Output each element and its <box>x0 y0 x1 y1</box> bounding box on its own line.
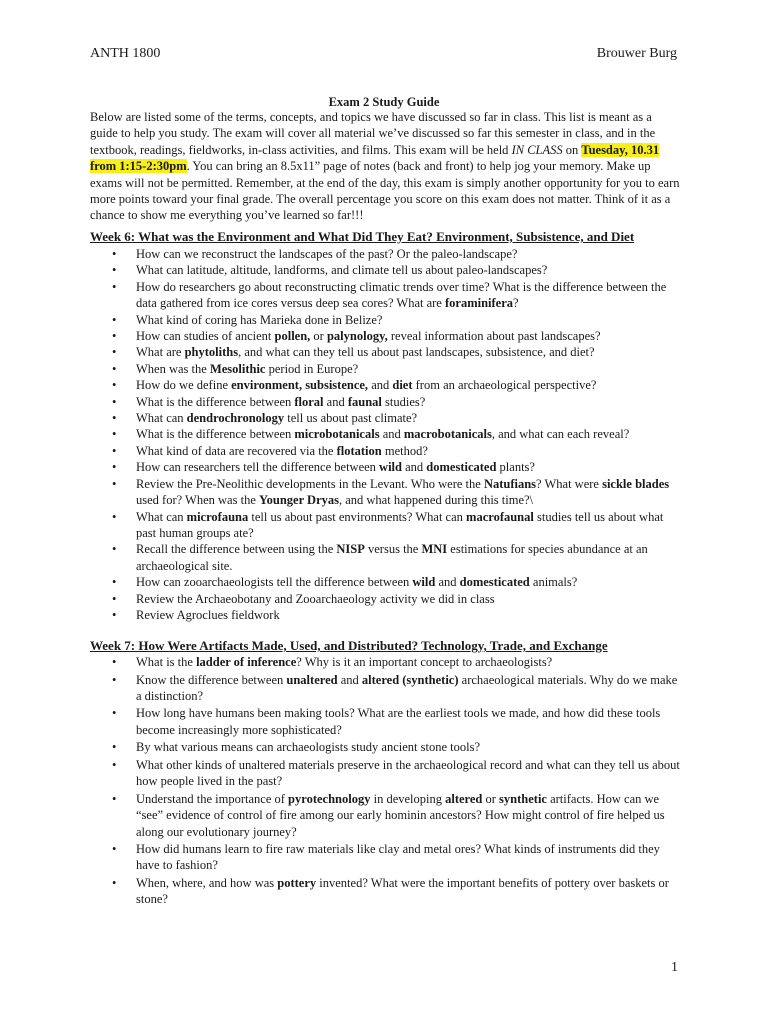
bullet-icon: • <box>112 443 117 458</box>
question-text: Know the difference between <box>136 672 287 687</box>
key-term: diet <box>392 378 413 393</box>
bullet-icon: • <box>112 361 117 376</box>
question-text: By what various means can archaeologists study ancient stone tools? <box>136 740 481 755</box>
question-text: in developing <box>370 791 446 806</box>
question-text: What is the difference between <box>136 427 295 442</box>
list-item <box>90 443 682 459</box>
bullet-icon: • <box>112 575 117 590</box>
question-text: Review the Pre-Neolithic developments in the Levant. Who were the <box>136 476 484 491</box>
key-term: microbotanicals <box>294 427 380 442</box>
bullet-icon: • <box>112 247 117 261</box>
question-text: Review Agroclues fieldwork <box>136 607 280 622</box>
key-term: macrofaunal <box>466 509 534 524</box>
intro-paragraph <box>90 109 682 224</box>
key-term: Younger Dryas <box>259 493 339 508</box>
week6-question-list <box>90 246 682 623</box>
key-term: altered (synthetic) <box>361 672 459 687</box>
bullet-icon: • <box>112 509 117 524</box>
list-item <box>90 705 682 738</box>
list-item <box>90 739 682 755</box>
key-term: dendrochronology <box>186 411 285 426</box>
bullet-icon: • <box>112 427 117 442</box>
question-text: How can zooarchaeologists tell the difference between <box>136 575 413 590</box>
bullet-icon: • <box>112 394 117 409</box>
question-text: What kind of data are recovered via the <box>136 443 337 458</box>
list-item <box>90 672 682 705</box>
question-text: How long have humans been making tools? What are the earliest tools we made, and how did these tools become increasingly more sophisticated? <box>136 706 661 737</box>
key-term: pottery <box>277 875 317 890</box>
list-item <box>90 791 682 840</box>
exam-date-highlight: Tuesday, 10.31 from 1:15-2:30pm <box>90 142 660 174</box>
intro-text: on <box>562 142 582 157</box>
list-item <box>90 410 682 426</box>
list-item <box>90 262 682 278</box>
question-text: archaeological materials. Why do we make a distinction? <box>136 672 678 703</box>
question-text: reveal information about past landscapes? <box>387 329 601 344</box>
bullet-icon: • <box>112 345 117 360</box>
list-item <box>90 476 682 509</box>
question-text: How do researchers go about reconstructing climatic trends over time? What is the difference between the data gathered from ice cores versus deep sea cores? What are <box>136 279 667 311</box>
question-text: period in Europe? <box>265 361 359 376</box>
question-text: What kind of coring has Marieka done in Belize? <box>136 312 383 327</box>
key-term: NISP <box>336 542 365 557</box>
list-item <box>90 394 682 410</box>
intro-text: Below are listed some of the terms, concepts, and topics we have discussed so far in class. This list is meant as a guide to help you study. The exam will cover all material we’ve discussed so far this semester in class, and in the textbook, readings, fieldworks, in-class activities, and films. This exam will be held <box>90 110 656 157</box>
list-item <box>90 426 682 442</box>
question-text: tell us about past climate? <box>284 411 418 426</box>
key-term: altered <box>445 791 483 806</box>
key-term: sickle blades <box>602 476 670 491</box>
list-item <box>90 509 682 542</box>
bullet-icon: • <box>112 542 117 557</box>
bullet-icon: • <box>112 842 117 857</box>
bullet-icon: • <box>112 791 117 806</box>
question-text: studies? <box>381 394 426 409</box>
key-term: palynology, <box>326 329 388 344</box>
question-text: What is the difference between <box>136 394 295 409</box>
question-text: and <box>323 394 348 409</box>
question-text: used for? When was the <box>136 493 259 508</box>
question-text: Recall the difference between using the <box>136 542 337 557</box>
bullet-icon: • <box>112 476 117 491</box>
key-term: microfauna <box>186 509 249 524</box>
list-item <box>90 574 682 590</box>
question-text: What is the <box>136 655 197 669</box>
question-text: tell us about past environments? What can <box>248 509 467 524</box>
question-text: How can researchers tell the difference between <box>136 460 380 475</box>
week7-question-list <box>90 654 682 909</box>
list-item <box>90 246 682 262</box>
question-text: What can <box>136 509 187 524</box>
question-text: and <box>368 378 393 393</box>
question-text: Understand the importance of <box>136 791 289 806</box>
question-text: , and what can they tell us about past landscapes, subsistence, and diet? <box>238 345 595 360</box>
question-text: What are <box>136 345 185 360</box>
bullet-icon: • <box>112 591 117 606</box>
key-term: pyrotechnology <box>288 791 371 806</box>
key-term: flotation <box>336 443 382 458</box>
bullet-icon: • <box>112 757 117 772</box>
bullet-icon: • <box>112 460 117 475</box>
list-item <box>90 328 682 344</box>
bullet-icon: • <box>112 263 117 278</box>
question-text: , and what happened during this time?\ <box>338 493 534 508</box>
course-code: ANTH 1800 <box>90 46 161 61</box>
question-text: artifacts. How can we “see” evidence of control of fire among our early hominin ancestors? How might control of fire helped us along our evolutionary journey? <box>136 791 665 839</box>
key-term: faunal <box>347 394 382 409</box>
question-text: How can we reconstruct the landscapes of the past? Or the paleo-landscape? <box>136 247 518 261</box>
bullet-icon: • <box>112 740 117 755</box>
bullet-icon: • <box>112 312 117 327</box>
bullet-icon: • <box>112 411 117 426</box>
question-text: What can latitude, altitude, landforms, and climate tell us about paleo-landscapes? <box>136 263 548 278</box>
bullet-icon: • <box>112 329 117 344</box>
key-term: phytoliths <box>184 345 239 360</box>
intro-text: . You can bring an 8.5x11” page of notes (back and front) to help jog your memory. Make up exams will not be permitted. Remember, at the end of the day, this exam is simply another opportunity for you to earn more points toward your final grade. The overall percentage you score on this exam does not matter. Think of it as a chance to show me everything you’ve learned so far!!! <box>90 159 680 223</box>
question-text: How did humans learn to fire raw materials like clay and metal ores? What kinds of instruments did they have to fashion? <box>136 842 660 873</box>
key-term: foraminifera <box>444 296 514 311</box>
question-text: and <box>337 672 362 687</box>
question-text: studies tell us about what past human groups ate? <box>136 509 664 540</box>
question-text: What can <box>136 411 187 426</box>
list-item <box>90 875 682 908</box>
question-text: invented? What were the important benefits of pottery over baskets or stone? <box>136 875 669 907</box>
bullet-icon: • <box>112 655 117 669</box>
question-text: How do we define <box>136 378 232 393</box>
list-item <box>90 279 682 312</box>
list-item <box>90 654 682 670</box>
key-term: Natufians <box>483 476 537 491</box>
question-text: from an archaeological perspective? <box>412 378 597 393</box>
bullet-icon: • <box>112 672 117 687</box>
question-text: estimations for species abundance at an archaeological site. <box>136 542 648 573</box>
instructor-name: Brouwer Burg <box>596 46 677 61</box>
question-text: and <box>435 575 460 590</box>
question-text: When, where, and how was <box>136 875 278 890</box>
key-term: ladder of inference <box>196 655 297 669</box>
key-term: domesticated <box>426 460 497 475</box>
question-text: ? What were <box>536 476 603 491</box>
key-term: wild <box>412 575 436 590</box>
question-text: How can studies of ancient <box>136 329 275 344</box>
key-term: synthetic <box>499 791 547 806</box>
question-text: What other kinds of unaltered materials preserve in the archaeological record and what can they tell us about how people lived in the past? <box>136 757 680 789</box>
question-text: animals? <box>529 575 578 590</box>
key-term: MNI <box>421 542 448 557</box>
question-text: When was the <box>136 361 210 376</box>
list-item <box>90 541 682 574</box>
intro-in-class: IN CLASS <box>511 142 563 157</box>
bullet-icon: • <box>112 378 117 393</box>
question-text: and <box>401 460 427 475</box>
list-item <box>90 377 682 393</box>
list-item <box>90 607 682 623</box>
question-text: versus the <box>364 542 422 557</box>
key-term: Mesolithic <box>209 361 266 376</box>
key-term: floral <box>294 394 324 409</box>
question-text: ? Why is it an important concept to archaeologists? <box>296 655 553 669</box>
bullet-icon: • <box>112 279 117 294</box>
question-text: method? <box>381 443 428 458</box>
list-item <box>90 459 682 475</box>
page-number: 1 <box>671 960 678 975</box>
bullet-icon: • <box>112 607 117 622</box>
list-item <box>90 757 682 790</box>
question-text: , and what can each reveal? <box>491 427 630 442</box>
list-item <box>90 312 682 328</box>
list-item <box>90 591 682 607</box>
list-item <box>90 344 682 360</box>
week6-heading: Week 6: What was the Environment and What Did They Eat? Environment, Subsistence, and Diet <box>90 229 635 244</box>
question-text: Review the Archaeobotany and Zooarchaeology activity we did in class <box>136 591 495 606</box>
list-item <box>90 361 682 377</box>
key-term: macrobotanicals <box>403 427 492 442</box>
week7-heading: Week 7: How Were Artifacts Made, Used, and Distributed? Technology, Trade, and Exchange <box>90 638 608 653</box>
bullet-icon: • <box>112 875 117 890</box>
question-text: or <box>310 329 327 344</box>
key-term: environment, subsistence, <box>231 378 369 393</box>
bullet-icon: • <box>112 706 117 721</box>
list-item <box>90 841 682 874</box>
question-text: and <box>379 427 404 442</box>
question-text: or <box>482 791 500 806</box>
key-term: unaltered <box>286 672 338 687</box>
key-term: wild <box>379 460 402 475</box>
question-text: ? <box>513 296 519 311</box>
page-title: Exam 2 Study Guide <box>328 95 440 109</box>
key-term: pollen, <box>274 329 311 344</box>
key-term: domesticated <box>459 575 530 590</box>
question-text: plants? <box>496 460 535 475</box>
